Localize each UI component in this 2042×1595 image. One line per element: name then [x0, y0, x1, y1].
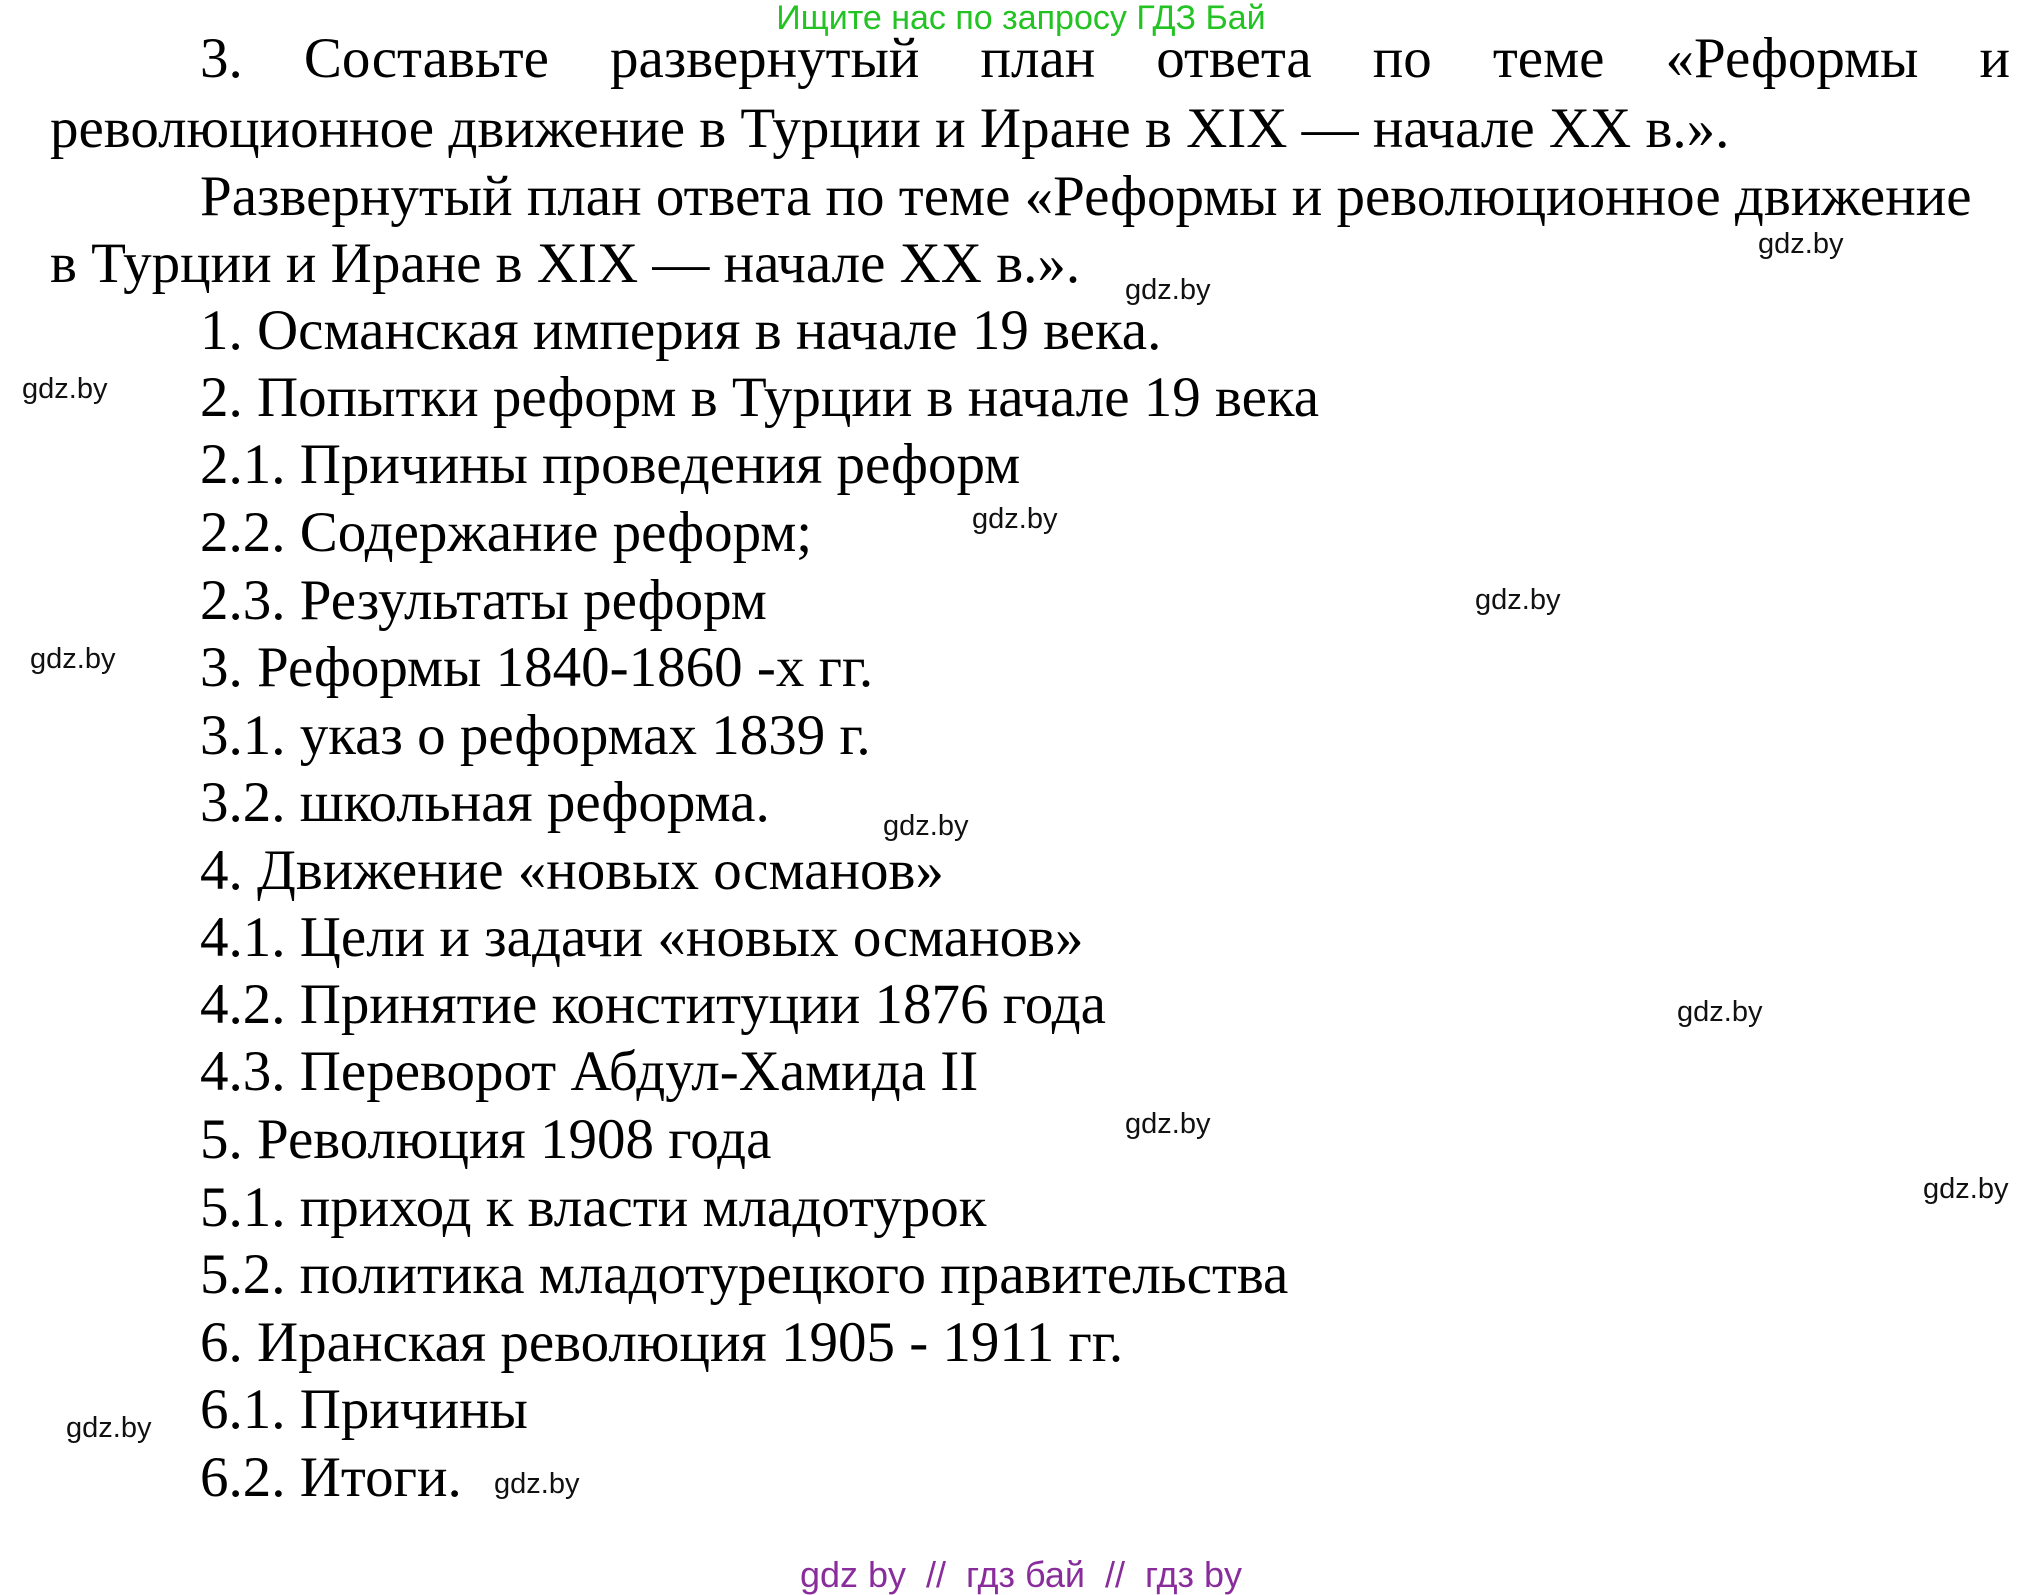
watermark: gdz.by: [494, 1468, 580, 1500]
intro-line-2: в Турции и Иране в XIX — начале XX в.».: [50, 232, 1081, 295]
plan-item: 6.1. Причины: [200, 1378, 528, 1441]
watermark: gdz.by: [972, 503, 1058, 535]
plan-item: 2. Попытки реформ в Турции в начале 19 века: [200, 366, 1320, 429]
watermark: gdz.by: [30, 643, 116, 675]
watermark: gdz.by: [1677, 996, 1763, 1028]
plan-item: 2.1. Причины проведения реформ: [200, 433, 1021, 496]
plan-item: 2.3. Результаты реформ: [200, 569, 767, 632]
task-line-1: 3. Составьте развернутый план ответа по теме «Реформы и: [200, 27, 2010, 90]
plan-item: 3. Реформы 1840-1860 -х гг.: [200, 636, 874, 699]
plan-item: 6.2. Итоги.: [200, 1446, 462, 1509]
plan-item: 3.2. школьная реформа.: [200, 771, 770, 834]
watermark: gdz.by: [1923, 1173, 2009, 1205]
footer-links: gdz by // гдз бай // гдз by: [799, 1554, 1243, 1595]
plan-item: 6. Иранская революция 1905 - 1911 гг.: [200, 1311, 1124, 1374]
watermark: gdz.by: [66, 1412, 152, 1444]
task-line-2: революционное движение в Турции и Иране в XIX — начале XX в.».: [50, 97, 1730, 160]
plan-item: 5.1. приход к власти младотурок: [200, 1176, 987, 1239]
search-hint-banner: Ищите нас по запросу ГДЗ Бай: [776, 0, 1266, 37]
plan-item: 4.2. Принятие конституции 1876 года: [200, 973, 1106, 1036]
plan-item: 2.2. Содержание реформ;: [200, 501, 813, 564]
watermark: gdz.by: [22, 373, 108, 405]
watermark: gdz.by: [1125, 274, 1211, 306]
plan-item: 3.1. указ о реформах 1839 г.: [200, 704, 871, 767]
plan-item: 5.2. политика младотурецкого правительства: [200, 1243, 1289, 1306]
plan-item: 4.3. Переворот Абдул-Хамида II: [200, 1040, 979, 1103]
watermark: gdz.by: [1758, 228, 1844, 260]
plan-item: 1. Османская империя в начале 19 века.: [200, 299, 1162, 362]
plan-item: 4.1. Цели и задачи «новых османов»: [200, 906, 1084, 969]
watermark: gdz.by: [1125, 1108, 1211, 1140]
watermark: gdz.by: [1475, 584, 1561, 616]
intro-line-1: Развернутый план ответа по теме «Реформы и революционное движение: [200, 165, 1972, 228]
watermark: gdz.by: [883, 810, 969, 842]
plan-item: 4. Движение «новых османов»: [200, 839, 944, 902]
plan-item: 5. Революция 1908 года: [200, 1108, 772, 1171]
